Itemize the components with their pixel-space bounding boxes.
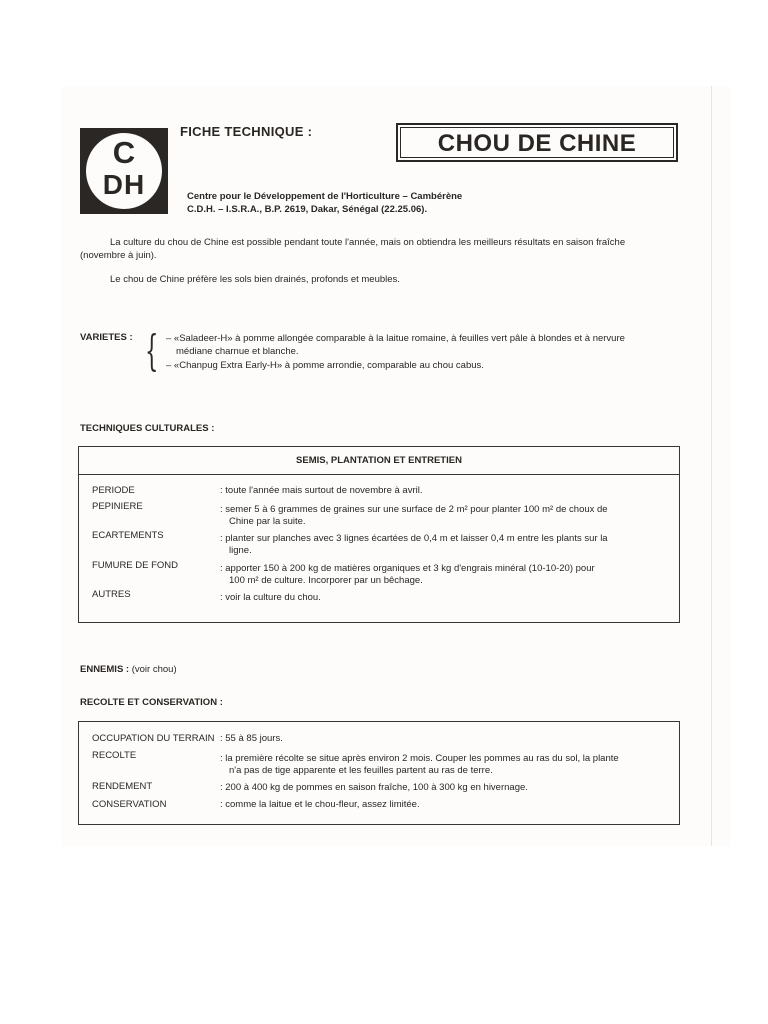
- row-value-line: Chine par la suite.: [229, 515, 306, 527]
- intro-p1-line-1: La culture du chou de Chine est possible pendant toute l'année, mais on obtiendra les meilleurs résultats en saison fraîche: [110, 237, 626, 248]
- logo-circle: [86, 133, 162, 209]
- centre-address: [187, 190, 462, 216]
- variete-1-line-1: – «Saladeer-H» à pomme allongée comparable à la laitue romaine, à feuilles vert pâle à blondes et à nervure: [166, 333, 625, 344]
- row-label-autres: AUTRES: [92, 589, 131, 600]
- row-value-line: : planter sur planches avec 3 lignes écartées de 0,4 m et laisser 0,4 m entre les plants sur la: [220, 533, 608, 544]
- row-label-recolte: RECOLTE: [92, 750, 137, 761]
- techniques-table-title: SEMIS, PLANTATION ET ENTRETIEN: [79, 447, 679, 475]
- document-title: CHOU DE CHINE: [400, 127, 674, 158]
- row-value-line: : apporter 150 à 200 kg de matières organiques et 3 kg d'engrais minéral (10-10-20) pour: [220, 563, 595, 574]
- row-label-ecartements: ECARTEMENTS: [92, 530, 164, 541]
- row-value-ecartements: [220, 533, 608, 556]
- ennemis-label: ENNEMIS :: [80, 664, 130, 675]
- title-box: [396, 123, 678, 162]
- row-label-fumure: FUMURE DE FOND: [92, 560, 179, 571]
- row-label-pepiniere: PEPINIERE: [92, 501, 143, 512]
- centre-line-1: Centre pour le Développement de l'Horticulture – Cambérène: [187, 191, 463, 202]
- variete-1-line-2: médiane charnue et blanche.: [176, 345, 299, 357]
- row-value-conservation: [220, 799, 420, 811]
- row-value-occupation: [220, 733, 283, 745]
- row-value-line: : comme la laitue et le chou-fleur, assez limitée.: [220, 799, 420, 810]
- row-value-line: : voir la culture du chou.: [220, 592, 321, 603]
- recolte-table: [78, 721, 680, 825]
- cdh-logo: [80, 128, 168, 214]
- row-value-line: : 55 à 85 jours.: [220, 733, 283, 744]
- row-label-conservation: CONSERVATION: [92, 799, 167, 810]
- row-label-rendement: RENDEMENT: [92, 781, 153, 792]
- ennemis-line: [80, 664, 177, 677]
- row-value-line: 100 m² de culture. Incorporer par un bêchage.: [229, 574, 423, 586]
- row-label-occupation: OCCUPATION DU TERRAIN: [92, 733, 215, 744]
- row-value-periode: [220, 485, 422, 497]
- varietes-label: VARIETES :: [80, 332, 133, 343]
- techniques-heading: TECHNIQUES CULTURALES :: [80, 423, 215, 434]
- row-value-fumure: [220, 563, 595, 586]
- recolte-heading: RECOLTE ET CONSERVATION :: [80, 697, 223, 708]
- row-value-line: : la première récolte se situe après environ 2 mois. Couper les pommes au ras du sol, la plante: [220, 753, 619, 764]
- variete-item-1: [166, 333, 625, 358]
- row-value-autres: [220, 592, 321, 604]
- intro-p1-line-2: (novembre à juin).: [80, 249, 157, 261]
- row-value-recolte: [220, 753, 619, 776]
- row-value-line: : 200 à 400 kg de pommes en saison fraîche, 100 à 300 kg en hivernage.: [220, 782, 528, 793]
- techniques-table: [78, 446, 680, 623]
- row-value-rendement: [220, 782, 528, 794]
- logo-letters-dh: DH: [102, 169, 146, 200]
- row-value-line: : toute l'année mais surtout de novembre à avril.: [220, 485, 423, 496]
- fiche-technique-label: FICHE TECHNIQUE :: [180, 124, 313, 139]
- row-value-line: n'a pas de tige apparente et les feuilles partent au ras de terre.: [229, 764, 493, 776]
- logo-letter-c: C: [112, 135, 136, 170]
- intro-paragraph-1: [80, 237, 700, 262]
- ennemis-value: (voir chou): [131, 664, 177, 675]
- centre-line-2: C.D.H. – I.S.R.A., B.P. 2619, Dakar, Sénégal (22.25.06).: [187, 204, 428, 215]
- row-value-pepiniere: [220, 504, 608, 527]
- variete-item-2: – «Chanpug Extra Early-H» à pomme arrondie, comparable au chou cabus.: [166, 360, 484, 371]
- page-edge: [711, 86, 712, 846]
- row-label-periode: PERIODE: [92, 485, 135, 496]
- row-value-line: ligne.: [229, 544, 252, 556]
- row-value-line: : semer 5 à 6 grammes de graines sur une surface de 2 m² pour planter 100 m² de choux de: [220, 504, 608, 515]
- intro-paragraph-2: Le chou de Chine préfère les sols bien drainés, profonds et meubles.: [110, 274, 400, 285]
- brace-icon: {: [145, 326, 159, 375]
